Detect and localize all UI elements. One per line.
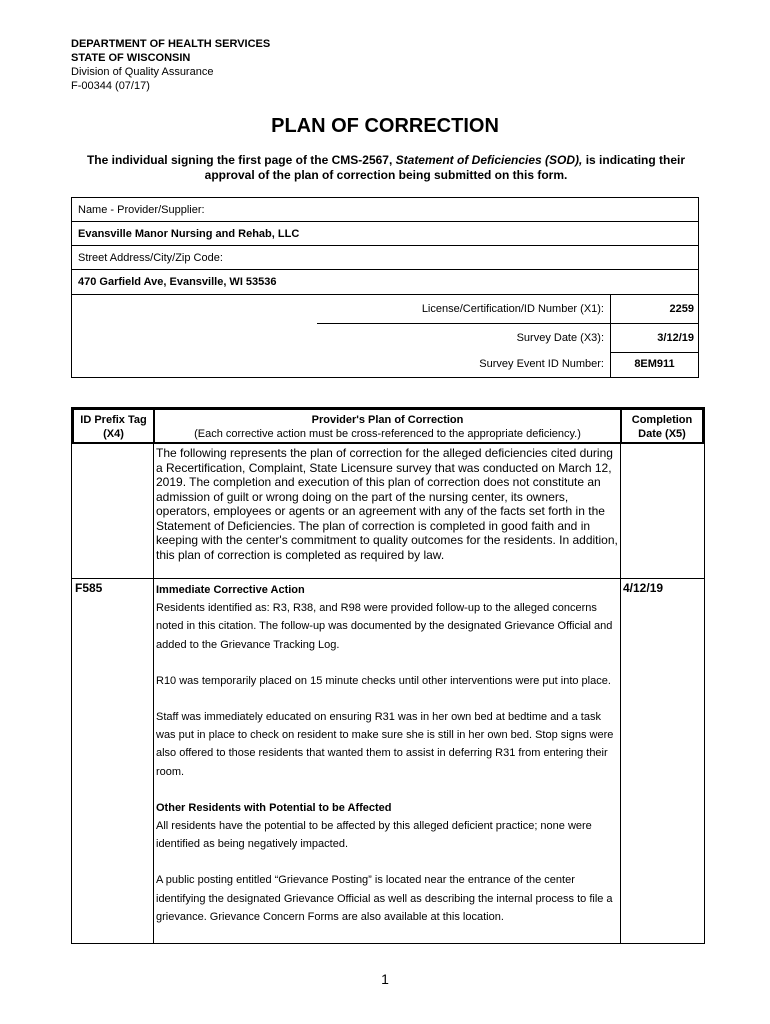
event-id-row [318, 350, 698, 378]
intro-italic: Statement of Deficiencies (SOD), [395, 153, 583, 167]
address-label: Street Address/City/Zip Code: [72, 246, 698, 270]
plan-of-correction-table [71, 407, 705, 944]
survey-date-label: Survey Date (X3): [516, 332, 604, 344]
department-name: DEPARTMENT OF HEALTH SERVICES [71, 38, 271, 50]
plan-paragraph: All residents have the potential to be affected by this alleged deficient practice; none were identified as being negatively impacted. [156, 820, 592, 851]
plan-paragraph: Staff was immediately educated on ensuring R31 was in her own bed at bedtime and a task was put in place to check on resident to make sure she is still in her own bed. Stop signs were also offered to those residents that wanted them to assist in deferring R31 from entering their room. [156, 711, 614, 778]
provider-name-value: Evansville Manor Nursing and Rehab, LLC [72, 222, 698, 246]
immediate-action-heading: Immediate Corrective Action [156, 584, 305, 596]
intro-part2: is indicating their approval of the plan of correction being submitted on this form. [204, 153, 686, 182]
survey-date-row [318, 324, 698, 352]
state-name: STATE OF WISCONSIN [71, 52, 191, 64]
other-residents-heading: Other Residents with Potential to be Affected [156, 801, 392, 814]
provider-info-box [71, 197, 699, 378]
id-prefix-tag: F585 [75, 581, 103, 595]
plan-content [156, 581, 618, 926]
completion-header: Completion Date (X5) [620, 408, 704, 444]
id-prefix-header: ID Prefix Tag (X4) [72, 408, 155, 444]
license-row [318, 295, 698, 323]
plan-paragraph: A public posting entitled “Grievance Posting” is located near the entrance of the center identifying the designated Grievance Official as well as describing the internal process to file a grievance. Grievance Concern Forms are also available at this location. [156, 874, 613, 923]
plan-paragraph: R10 was temporarily placed on 15 minute checks until other interventions were put into place. [156, 674, 611, 687]
license-value: 2259 [610, 295, 698, 323]
plan-intro-text: The following represents the plan of correction for the alleged deficiencies cited during a Recertification, Complaint, State Licensure survey that was conducted on March 12, 2019. The completion and execution of this plan of correction does not constitute an admission of guilt or wrong doing on the part of the nursing center, its owners, operators, employees or agents or an agreement with any of the facts set forth in the Statement of Deficiencies. The plan of correction is completed in good faith and in keeping with the center's commitment to quality outcomes for the residents. In addition, this plan of correction is completed as required by law. [156, 446, 618, 562]
license-label: License/Certification/ID Number (X1): [421, 303, 604, 315]
survey-date-value: 3/12/19 [610, 324, 698, 352]
event-id-value: 8EM911 [610, 350, 698, 378]
page-title: PLAN OF CORRECTION [271, 115, 499, 137]
plan-paragraph: Residents identified as: R3, R38, and R98 were provided follow-up to the alleged concerns noted in this citation. The follow-up was documented by the designated Grievance Official and added to the Grievance Tracking Log. [156, 602, 613, 651]
address-value: 470 Garfield Ave, Evansville, WI 53536 [72, 270, 698, 295]
form-number: F-00344 (07/17) [71, 80, 150, 92]
intro-part1: The individual signing the first page of the CMS-2567, [86, 153, 396, 167]
intro-statement [66, 153, 706, 183]
division-name: Division of Quality Assurance [71, 66, 214, 78]
provider-name-label: Name - Provider/Supplier: [72, 198, 698, 222]
page-number: 1 [381, 971, 389, 987]
plan-header: Provider's Plan of Correction (Each corrective action must be cross-referenced to the appropriate deficiency.) [153, 408, 622, 444]
completion-date: 4/12/19 [623, 581, 664, 595]
event-id-label: Survey Event ID Number: [479, 358, 604, 370]
